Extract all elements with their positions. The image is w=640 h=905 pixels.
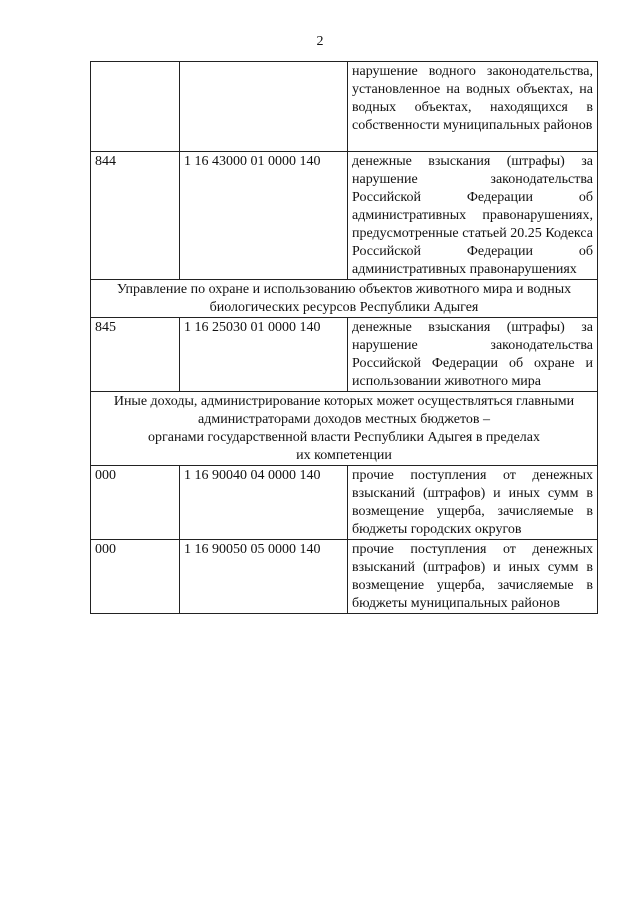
section-header-line: биологических ресурсов Республики Адыгея <box>209 300 479 315</box>
description-cell: денежные взыскания (штрафы) за нарушение законодательства Российской Федерации об охране и использовании животного мира <box>348 318 598 392</box>
kbk-cell: 1 16 90040 04 0000 140 <box>180 466 348 540</box>
page-number: 2 <box>316 34 324 49</box>
kbk-cell: 1 16 43000 01 0000 140 <box>180 152 348 280</box>
admin-code-cell: 000 <box>91 466 180 540</box>
section-header-row <box>91 280 598 318</box>
description-cell: денежные взыскания (штрафы) за нарушение законодательства Российской Федерации об административных правонарушениях, предусмотренные статьей 20.25 Кодекса Российской Федерации об административных правонарушениях <box>348 152 598 280</box>
table-row <box>91 466 598 540</box>
table-row <box>91 540 598 614</box>
table-row <box>91 62 598 152</box>
section-header-line: органами государственной власти Республики Адыгея в пределах <box>148 430 540 445</box>
admin-code-cell: 845 <box>91 318 180 392</box>
description-cell: прочие поступления от денежных взысканий (штрафов) и иных сумм в возмещение ущерба, зачисляемые в бюджеты муниципальных районов <box>348 540 598 614</box>
admin-code-cell: 000 <box>91 540 180 614</box>
section-header-line: Управление по охране и использованию объектов животного мира и водных <box>116 282 572 297</box>
description-cell: прочие поступления от денежных взысканий (штрафов) и иных сумм в возмещение ущерба, зачисляемые в бюджеты городских округов <box>348 466 598 540</box>
admin-code-cell <box>91 62 180 152</box>
section-header-other-revenues <box>91 392 598 466</box>
admin-code-cell: 844 <box>91 152 180 280</box>
kbk-cell: 1 16 25030 01 0000 140 <box>180 318 348 392</box>
table-row <box>91 152 598 280</box>
revenue-codes-table <box>90 61 598 614</box>
description-cell: нарушение водного законодательства, установленное на водных объектах, на водных объектах, находящихся в собственности муниципальных районов <box>348 62 598 152</box>
kbk-cell <box>180 62 348 152</box>
section-header-line: Иные доходы, администрирование которых может осуществляться главными <box>113 394 575 409</box>
table-row <box>91 318 598 392</box>
kbk-cell: 1 16 90050 05 0000 140 <box>180 540 348 614</box>
section-header-line: администраторами доходов местных бюджетов – <box>198 412 490 427</box>
section-header-wildlife <box>91 280 598 318</box>
section-header-row <box>91 392 598 466</box>
section-header-line: их компетенции <box>296 448 392 463</box>
